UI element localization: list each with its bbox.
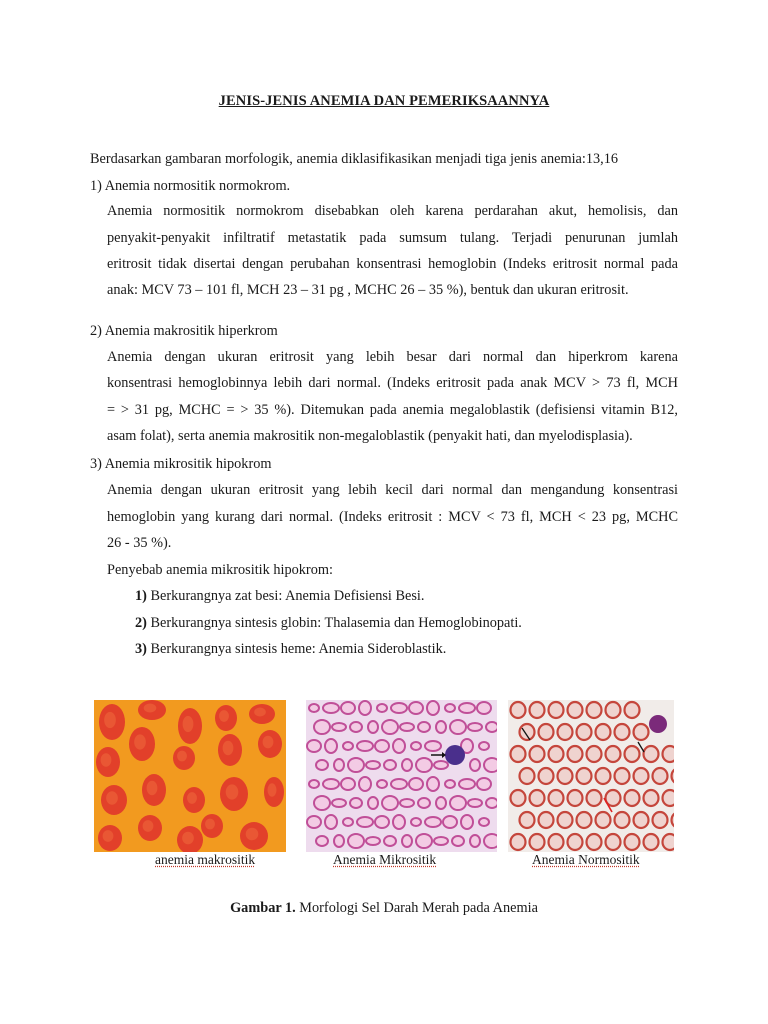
microcyte bbox=[484, 834, 497, 848]
microcyte bbox=[418, 798, 430, 808]
microcyte bbox=[409, 702, 423, 714]
section-3-line-2: hemoglobin yang kurang dari normal. (Indeks eritrosit : MCV < 73 fl, MCH < 23 pg, MCHC bbox=[107, 509, 678, 525]
normocyte bbox=[511, 702, 526, 718]
microcyte bbox=[343, 818, 353, 826]
microcyte bbox=[334, 759, 344, 771]
normocyte bbox=[653, 768, 668, 784]
macrocyte-highlight bbox=[143, 820, 154, 832]
normocyte bbox=[596, 812, 611, 828]
macrocyte-highlight bbox=[147, 781, 158, 795]
microcyte bbox=[436, 797, 446, 809]
microcyte bbox=[450, 796, 466, 810]
cause-text: Berkurangnya sintesis heme: Anemia Sideroblastik. bbox=[150, 641, 447, 657]
microcyte bbox=[323, 779, 339, 789]
cause-text: Berkurangnya zat besi: Anemia Defisiensi Besi. bbox=[150, 588, 425, 604]
section-2-line-2: konsentrasi hemoglobinnya lebih dari normal. (Indeks eritrosit pada anak MCV > 73 fl, MCH bbox=[107, 375, 678, 391]
cause-item-3 bbox=[135, 640, 446, 658]
macrocyte-highlight bbox=[223, 741, 234, 755]
macrocytic-cells-image bbox=[94, 700, 286, 852]
microcyte bbox=[461, 815, 473, 829]
nucleated-cell bbox=[649, 715, 667, 733]
microcyte bbox=[314, 796, 330, 810]
image-caption-microcytic: Anemia Mikrositik bbox=[333, 852, 437, 867]
page-title: JENIS-JENIS ANEMIA DAN PEMERIKSAANNYA bbox=[218, 93, 550, 109]
section-2-line-4: asam folat), serta anemia makrositik non-megaloblastik (penyakit hati, dan myelodisplasia). bbox=[107, 428, 633, 444]
microcyte bbox=[443, 816, 457, 828]
macrocytic-micrograph bbox=[94, 700, 286, 852]
normocyte bbox=[511, 746, 526, 762]
microcyte bbox=[307, 740, 321, 752]
microcyte bbox=[468, 723, 482, 731]
normocyte bbox=[587, 790, 602, 806]
microcyte bbox=[384, 836, 396, 846]
microcyte bbox=[425, 741, 441, 751]
macrocyte-highlight bbox=[101, 753, 112, 767]
macrocyte-highlight bbox=[263, 736, 274, 749]
normocyte bbox=[606, 834, 621, 850]
microcyte bbox=[434, 761, 448, 769]
microcyte bbox=[416, 834, 432, 848]
microcyte bbox=[382, 720, 398, 734]
macrocyte-highlight bbox=[205, 819, 215, 830]
microcyte bbox=[359, 701, 371, 715]
normocyte bbox=[596, 768, 611, 784]
normocyte bbox=[520, 812, 535, 828]
microcyte bbox=[309, 780, 319, 788]
normocyte bbox=[568, 790, 583, 806]
microcyte bbox=[477, 702, 491, 714]
macrocyte-highlight bbox=[106, 791, 118, 805]
macrocyte-highlight bbox=[103, 830, 114, 842]
microcyte bbox=[368, 721, 378, 733]
normocyte bbox=[653, 812, 668, 828]
normocyte bbox=[663, 746, 675, 762]
normocyte bbox=[577, 812, 592, 828]
microcyte bbox=[377, 704, 387, 712]
normocyte bbox=[568, 702, 583, 718]
intro-paragraph: Berdasarkan gambaran morfologik, anemia diklasifikasikan menjadi tiga jenis anemia:13,16 bbox=[90, 151, 619, 167]
section-3-heading: 3) Anemia mikrositik hipokrom bbox=[90, 456, 272, 472]
normocyte bbox=[615, 768, 630, 784]
macrocyte-highlight bbox=[134, 734, 146, 749]
section-3-line-3: 26 - 35 %). bbox=[107, 535, 172, 551]
microcyte bbox=[323, 703, 339, 713]
microcyte bbox=[348, 758, 364, 772]
microcyte bbox=[445, 780, 455, 788]
normocyte bbox=[520, 768, 535, 784]
normocyte bbox=[587, 834, 602, 850]
microcyte bbox=[427, 777, 439, 791]
normocyte bbox=[587, 702, 602, 718]
normocyte bbox=[558, 724, 573, 740]
microcyte bbox=[366, 761, 380, 769]
normocyte bbox=[587, 746, 602, 762]
microcyte bbox=[425, 817, 441, 827]
microcyte bbox=[391, 779, 407, 789]
microcyte bbox=[350, 722, 362, 732]
microcyte bbox=[459, 779, 475, 789]
normocyte bbox=[577, 724, 592, 740]
causes-intro: Penyebab anemia mikrositik hipokrom: bbox=[107, 562, 333, 578]
normocyte bbox=[634, 724, 649, 740]
microcyte bbox=[314, 720, 330, 734]
lymphocyte-nucleus bbox=[445, 745, 465, 765]
macrocyte-highlight bbox=[254, 708, 266, 717]
microcyte bbox=[375, 816, 389, 828]
section-2-heading: 2) Anemia makrositik hiperkrom bbox=[90, 323, 278, 339]
microcyte bbox=[325, 739, 337, 753]
normocyte bbox=[663, 790, 675, 806]
microcyte bbox=[384, 760, 396, 770]
section-1-line-3: eritrosit tidak disertai dengan perubahan konsentrasi hemoglobin (Indeks eritrosit normal pada bbox=[107, 256, 678, 272]
figure-caption bbox=[0, 900, 768, 917]
microcyte bbox=[411, 742, 421, 750]
microcyte bbox=[341, 702, 355, 714]
microcyte bbox=[436, 721, 446, 733]
normocyte bbox=[530, 746, 545, 762]
microcyte bbox=[366, 837, 380, 845]
normocyte bbox=[530, 834, 545, 850]
section-2-line-3: = > 31 pg, MCHC = > 35 %). Ditemukan pada anemia megaloblastik (defisiensi vitamin B12, bbox=[107, 402, 678, 418]
macrocyte-highlight bbox=[177, 751, 187, 762]
microcyte bbox=[368, 797, 378, 809]
normocyte bbox=[606, 746, 621, 762]
microcyte bbox=[402, 835, 412, 847]
microcyte bbox=[450, 720, 466, 734]
normocyte bbox=[606, 702, 621, 718]
microcyte bbox=[468, 799, 482, 807]
section-1-line-2: penyakit-penyakit infiltratif metastatik pada sumsum tulang. Terjadi penurunan jumlah bbox=[107, 230, 678, 246]
microcyte bbox=[393, 815, 405, 829]
normocyte bbox=[625, 746, 640, 762]
microcyte bbox=[359, 777, 371, 791]
microcyte bbox=[343, 742, 353, 750]
microcyte bbox=[416, 758, 432, 772]
microcyte bbox=[427, 701, 439, 715]
microcytic-micrograph bbox=[306, 700, 497, 852]
microcyte bbox=[434, 837, 448, 845]
normocyte bbox=[511, 834, 526, 850]
macrocyte-highlight bbox=[144, 704, 157, 713]
microcyte bbox=[350, 798, 362, 808]
normocyte bbox=[615, 724, 630, 740]
macrocyte-highlight bbox=[219, 710, 229, 722]
microcyte bbox=[357, 741, 373, 751]
microcyte bbox=[400, 799, 414, 807]
macrocyte-highlight bbox=[183, 716, 194, 732]
figure-caption-text: Morfologi Sel Darah Merah pada Anemia bbox=[295, 900, 538, 916]
normocyte bbox=[539, 768, 554, 784]
figure-label: Gambar 1. bbox=[230, 900, 296, 916]
macrocyte-highlight bbox=[182, 832, 194, 845]
normocyte bbox=[549, 746, 564, 762]
image-caption-normocytic: Anemia Normositik bbox=[532, 852, 640, 867]
microcyte bbox=[309, 704, 319, 712]
cause-item-2 bbox=[135, 614, 522, 632]
normocyte bbox=[625, 702, 640, 718]
normocyte bbox=[644, 746, 659, 762]
normocyte bbox=[558, 812, 573, 828]
section-1-line-1: Anemia normositik normokrom disebabkan oleh karena perdarahan akut, hemolisis, dan bbox=[107, 203, 678, 219]
microcyte bbox=[307, 816, 321, 828]
cause-number: 1) bbox=[135, 588, 147, 604]
microcyte bbox=[332, 723, 346, 731]
microcyte bbox=[479, 818, 489, 826]
normocyte bbox=[539, 812, 554, 828]
microcyte bbox=[418, 722, 430, 732]
normocyte bbox=[625, 790, 640, 806]
cause-item-1 bbox=[135, 587, 424, 605]
microcyte bbox=[486, 798, 497, 808]
microcyte bbox=[452, 836, 464, 846]
macrocyte-highlight bbox=[268, 783, 277, 797]
image-caption-macrocytic: anemia makrositik bbox=[155, 852, 256, 867]
microcyte bbox=[445, 704, 455, 712]
section-1-heading: 1) Anemia normositik normokrom. bbox=[90, 178, 291, 194]
normocytic-cells-image bbox=[508, 700, 674, 852]
microcyte bbox=[411, 818, 421, 826]
normocyte bbox=[596, 724, 611, 740]
normocyte bbox=[634, 812, 649, 828]
section-3-line-1: Anemia dengan ukuran eritrosit yang lebih kecil dari normal dan mengandung konsentrasi bbox=[107, 482, 678, 498]
microcyte bbox=[486, 722, 497, 732]
normocyte bbox=[568, 834, 583, 850]
normocyte bbox=[530, 702, 545, 718]
microcyte bbox=[334, 835, 344, 847]
microcyte bbox=[479, 742, 489, 750]
microcyte bbox=[316, 836, 328, 846]
normocytic-micrograph bbox=[508, 700, 674, 852]
microcyte bbox=[325, 815, 337, 829]
section-1-line-4: anak: MCV 73 – 101 fl, MCH 23 – 31 pg , MCHC 26 – 35 %), bentuk dan ukuran eritrosit. bbox=[107, 282, 629, 298]
macrocyte-highlight bbox=[187, 792, 197, 804]
section-2-line-1: Anemia dengan ukuran eritrosit yang lebih besar dari normal dan hiperkrom karena bbox=[107, 349, 678, 365]
microcyte bbox=[400, 723, 414, 731]
cause-number: 3) bbox=[135, 641, 147, 657]
normocyte bbox=[549, 790, 564, 806]
normocyte bbox=[644, 834, 659, 850]
normocyte bbox=[577, 768, 592, 784]
microcyte bbox=[409, 778, 423, 790]
normocyte bbox=[549, 834, 564, 850]
microcyte bbox=[402, 759, 412, 771]
cause-text: Berkurangnya sintesis globin: Thalasemia dan Hemoglobinopati. bbox=[150, 615, 522, 631]
normocyte bbox=[634, 768, 649, 784]
microcyte bbox=[393, 739, 405, 753]
microcyte bbox=[459, 703, 475, 713]
microcyte bbox=[477, 778, 491, 790]
microcytic-cells-image bbox=[306, 700, 497, 852]
normocyte bbox=[539, 724, 554, 740]
normocyte bbox=[644, 790, 659, 806]
microcyte bbox=[377, 780, 387, 788]
cause-number: 2) bbox=[135, 615, 147, 631]
normocyte bbox=[558, 768, 573, 784]
microcyte bbox=[382, 796, 398, 810]
normocyte bbox=[568, 746, 583, 762]
macrocyte-highlight bbox=[226, 784, 239, 799]
microcyte bbox=[348, 834, 364, 848]
normocyte bbox=[615, 812, 630, 828]
microcyte bbox=[391, 703, 407, 713]
normocyte bbox=[549, 702, 564, 718]
microcyte bbox=[316, 760, 328, 770]
microcyte bbox=[484, 758, 497, 772]
microcyte bbox=[375, 740, 389, 752]
macrocyte-highlight bbox=[104, 712, 116, 728]
microcyte bbox=[470, 759, 480, 771]
microcyte bbox=[357, 817, 373, 827]
normocyte bbox=[530, 790, 545, 806]
macrocyte-highlight bbox=[246, 828, 259, 841]
microcyte bbox=[332, 799, 346, 807]
microcyte bbox=[341, 778, 355, 790]
microcyte bbox=[470, 835, 480, 847]
normocyte bbox=[663, 834, 675, 850]
normocyte bbox=[625, 834, 640, 850]
normocyte bbox=[520, 724, 535, 740]
normocyte bbox=[511, 790, 526, 806]
